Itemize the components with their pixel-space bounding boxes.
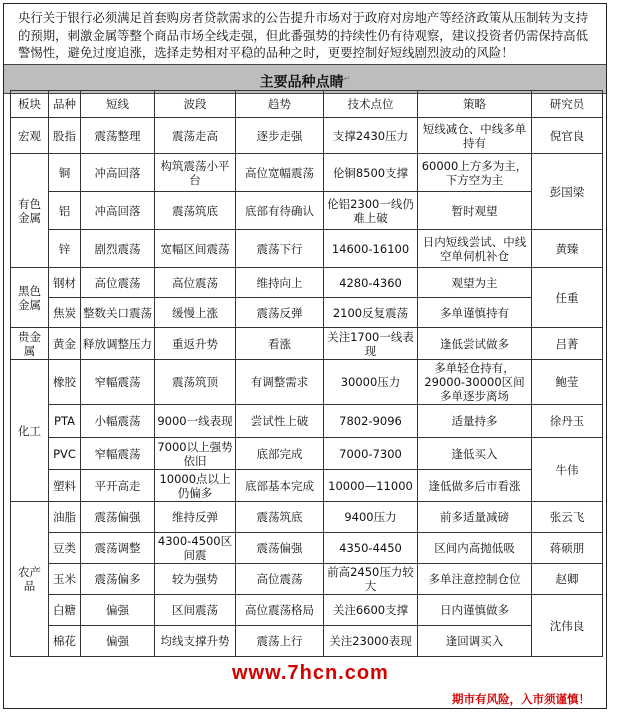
strategy-cell: 短线减仓、中线多单持有 xyxy=(418,118,532,154)
strategy-cell: 暂时观望 xyxy=(418,192,532,230)
tech-cell: 关注1700一线表现 xyxy=(324,328,418,360)
sector-cell: 黑色金属 xyxy=(11,268,49,328)
short-cell: 震荡调整 xyxy=(81,533,155,564)
header-analyst: 研究员 xyxy=(532,91,603,118)
tech-cell: 30000压力 xyxy=(324,360,418,405)
trend-cell: 逐步走强 xyxy=(236,118,324,154)
swing-cell: 构筑震荡小平台 xyxy=(155,154,236,192)
swing-cell: 维持反弹 xyxy=(155,502,236,533)
table-row xyxy=(11,328,603,360)
trend-cell: 看涨 xyxy=(236,328,324,360)
header-variety: 品种 xyxy=(49,91,81,118)
tech-cell: 2100反复震荡 xyxy=(324,298,418,328)
swing-cell: 较为强势 xyxy=(155,564,236,595)
variety-cell: 塑料 xyxy=(49,470,81,502)
tech-cell: 7000-7300 xyxy=(324,438,418,470)
sector-cell: 贵金属 xyxy=(11,328,49,360)
trend-cell: 震荡反弹 xyxy=(236,298,324,328)
paragraph-mark-icon: ↵ xyxy=(343,74,351,83)
strategy-cell: 多单谨慎持有 xyxy=(418,298,532,328)
swing-cell: 缓慢上涨 xyxy=(155,298,236,328)
tech-cell: 伦铝2300一线仍难上破 xyxy=(324,192,418,230)
trend-cell: 底部基本完成 xyxy=(236,470,324,502)
short-cell: 高位震荡 xyxy=(81,268,155,298)
analyst-cell: 沈伟良 xyxy=(532,595,603,657)
swing-cell: 均线支撑升势 xyxy=(155,626,236,657)
table-header-row xyxy=(11,91,603,118)
trend-cell: 底部有待确认 xyxy=(236,192,324,230)
analyst-cell: 彭国梁 xyxy=(532,154,603,230)
variety-table xyxy=(10,90,603,657)
site-watermark: www.7hcn.com xyxy=(232,662,389,684)
variety-cell: 橡胶 xyxy=(49,360,81,405)
variety-cell: 焦炭 xyxy=(49,298,81,328)
tech-cell: 4280-4360 xyxy=(324,268,418,298)
variety-cell: 白糖 xyxy=(49,595,81,626)
variety-cell: 钢材 xyxy=(49,268,81,298)
section-title: 主要品种点睛 xyxy=(259,74,344,91)
sector-cell: 宏观 xyxy=(11,118,49,154)
tech-cell: 支撑2430压力 xyxy=(324,118,418,154)
analyst-cell: 蒋硕朋 xyxy=(532,533,603,564)
analyst-cell: 牛伟 xyxy=(532,438,603,502)
sector-cell: 化工 xyxy=(11,360,49,502)
strategy-cell: 区间内高抛低吸 xyxy=(418,533,532,564)
swing-cell: 7000以上强势依旧 xyxy=(155,438,236,470)
variety-cell: 铝 xyxy=(49,192,81,230)
short-cell: 整数关口震荡 xyxy=(81,298,155,328)
trend-cell: 震荡筑底 xyxy=(236,502,324,533)
sector-cell: 农产品 xyxy=(11,502,49,657)
table-row xyxy=(11,564,603,595)
strategy-cell: 逢低买入 xyxy=(418,438,532,470)
short-cell: 窄幅震荡 xyxy=(81,360,155,405)
short-cell: 释放调整压力 xyxy=(81,328,155,360)
tech-cell: 10000—11000 xyxy=(324,470,418,502)
header-trend: 趋势 xyxy=(236,91,324,118)
variety-cell: PVC xyxy=(49,438,81,470)
table-row xyxy=(11,502,603,533)
short-cell: 剧烈震荡 xyxy=(81,230,155,268)
tech-cell: 14600-16100 xyxy=(324,230,418,268)
trend-cell: 高位震荡格局 xyxy=(236,595,324,626)
trend-cell: 震荡上行 xyxy=(236,626,324,657)
trend-cell: 底部完成 xyxy=(236,438,324,470)
table-row xyxy=(11,298,603,328)
table-row xyxy=(11,118,603,154)
strategy-cell: 观望为主 xyxy=(418,268,532,298)
short-cell: 震荡偏多 xyxy=(81,564,155,595)
analyst-cell: 徐丹玉 xyxy=(532,405,603,438)
swing-cell: 震荡筑顶 xyxy=(155,360,236,405)
analyst-cell: 鲍莹 xyxy=(532,360,603,405)
table-row xyxy=(11,230,603,268)
tech-cell: 关注23000表现 xyxy=(324,626,418,657)
variety-cell: 锌 xyxy=(49,230,81,268)
table-row xyxy=(11,438,603,470)
tech-cell: 前高2450压力较大 xyxy=(324,564,418,595)
analyst-cell: 任重 xyxy=(532,268,603,328)
strategy-cell: 逢回调买入 xyxy=(418,626,532,657)
strategy-cell: 逢低做多后市看涨 xyxy=(418,470,532,502)
trend-cell: 维持向上 xyxy=(236,268,324,298)
table-row xyxy=(11,154,603,192)
table-row xyxy=(11,360,603,405)
trend-cell: 尝试性上破 xyxy=(236,405,324,438)
strategy-cell: 多单注意控制仓位 xyxy=(418,564,532,595)
analyst-cell: 赵卿 xyxy=(532,564,603,595)
variety-cell: 黄金 xyxy=(49,328,81,360)
short-cell: 冲高回落 xyxy=(81,154,155,192)
swing-cell: 高位震荡 xyxy=(155,268,236,298)
header-short-term: 短线 xyxy=(81,91,155,118)
variety-cell: 油脂 xyxy=(49,502,81,533)
short-cell: 震荡整理 xyxy=(81,118,155,154)
variety-cell: PTA xyxy=(49,405,81,438)
tech-cell: 9400压力 xyxy=(324,502,418,533)
header-swing: 波段 xyxy=(155,91,236,118)
table-row xyxy=(11,192,603,230)
variety-cell: 棉花 xyxy=(49,626,81,657)
short-cell: 震荡偏强 xyxy=(81,502,155,533)
trend-cell: 震荡下行 xyxy=(236,230,324,268)
header-strategy: 策略 xyxy=(418,91,532,118)
tech-cell: 7802-9096 xyxy=(324,405,418,438)
swing-cell: 宽幅区间震荡 xyxy=(155,230,236,268)
variety-cell: 股指 xyxy=(49,118,81,154)
tech-cell: 关注6600支撑 xyxy=(324,595,418,626)
strategy-cell: 日内短线尝试、中线空单伺机补仓 xyxy=(418,230,532,268)
short-cell: 窄幅震荡 xyxy=(81,438,155,470)
tech-cell: 4350-4450 xyxy=(324,533,418,564)
table-row xyxy=(11,405,603,438)
swing-cell: 重返升势 xyxy=(155,328,236,360)
table-row xyxy=(11,268,603,298)
strategy-cell: 多单轻仓持有，29000-30000区间多单逐步离场 xyxy=(418,360,532,405)
strategy-cell: 60000上方多为主，下方空为主 xyxy=(418,154,532,192)
trend-cell: 高位震荡 xyxy=(236,564,324,595)
swing-cell: 4300-4500区间震 xyxy=(155,533,236,564)
analyst-cell: 黄臻 xyxy=(532,230,603,268)
tech-cell: 伦铜8500支撑 xyxy=(324,154,418,192)
swing-cell: 震荡筑底 xyxy=(155,192,236,230)
short-cell: 偏强 xyxy=(81,595,155,626)
trend-cell: 高位宽幅震荡 xyxy=(236,154,324,192)
analyst-cell: 张云飞 xyxy=(532,502,603,533)
risk-disclaimer: 期市有风险，入市须谨慎！ xyxy=(452,692,590,706)
short-cell: 小幅震荡 xyxy=(81,405,155,438)
analyst-cell: 吕菁 xyxy=(532,328,603,360)
variety-cell: 铜 xyxy=(49,154,81,192)
table-row xyxy=(11,595,603,626)
strategy-cell: 前多适量减磅 xyxy=(418,502,532,533)
short-cell: 冲高回落 xyxy=(81,192,155,230)
analyst-cell: 倪官良 xyxy=(532,118,603,154)
header-sector: 板块 xyxy=(11,91,49,118)
swing-cell: 9000一线表现 xyxy=(155,405,236,438)
strategy-cell: 适量持多 xyxy=(418,405,532,438)
table-row xyxy=(11,626,603,657)
header-tech-levels: 技术点位 xyxy=(324,91,418,118)
trend-cell: 有调整需求 xyxy=(236,360,324,405)
short-cell: 偏强 xyxy=(81,626,155,657)
swing-cell: 区间震荡 xyxy=(155,595,236,626)
table-row xyxy=(11,470,603,502)
trend-cell: 震荡偏强 xyxy=(236,533,324,564)
short-cell: 平开高走 xyxy=(81,470,155,502)
table-row xyxy=(11,533,603,564)
swing-cell: 10000点以上仍偏多 xyxy=(155,470,236,502)
sector-cell: 有色金属 xyxy=(11,154,49,268)
variety-cell: 豆类 xyxy=(49,533,81,564)
swing-cell: 震荡走高 xyxy=(155,118,236,154)
variety-cell: 玉米 xyxy=(49,564,81,595)
strategy-cell: 日内谨慎做多 xyxy=(418,595,532,626)
intro-paragraph: 央行关于银行必须满足首套购房者贷款需求的公告提升市场对于政府对房地产等经济政策从压制转为支持的预期，刺激金属等整个商品市场全线走强，但此番强势的持续性仍有待观察，建议投资者仍需保持高低警惕性，避免过度追涨，选择走势相对平稳的品种之时，更要控制好短线剧烈波动的风险！ xyxy=(18,10,588,60)
strategy-cell: 逢低尝试做多 xyxy=(418,328,532,360)
